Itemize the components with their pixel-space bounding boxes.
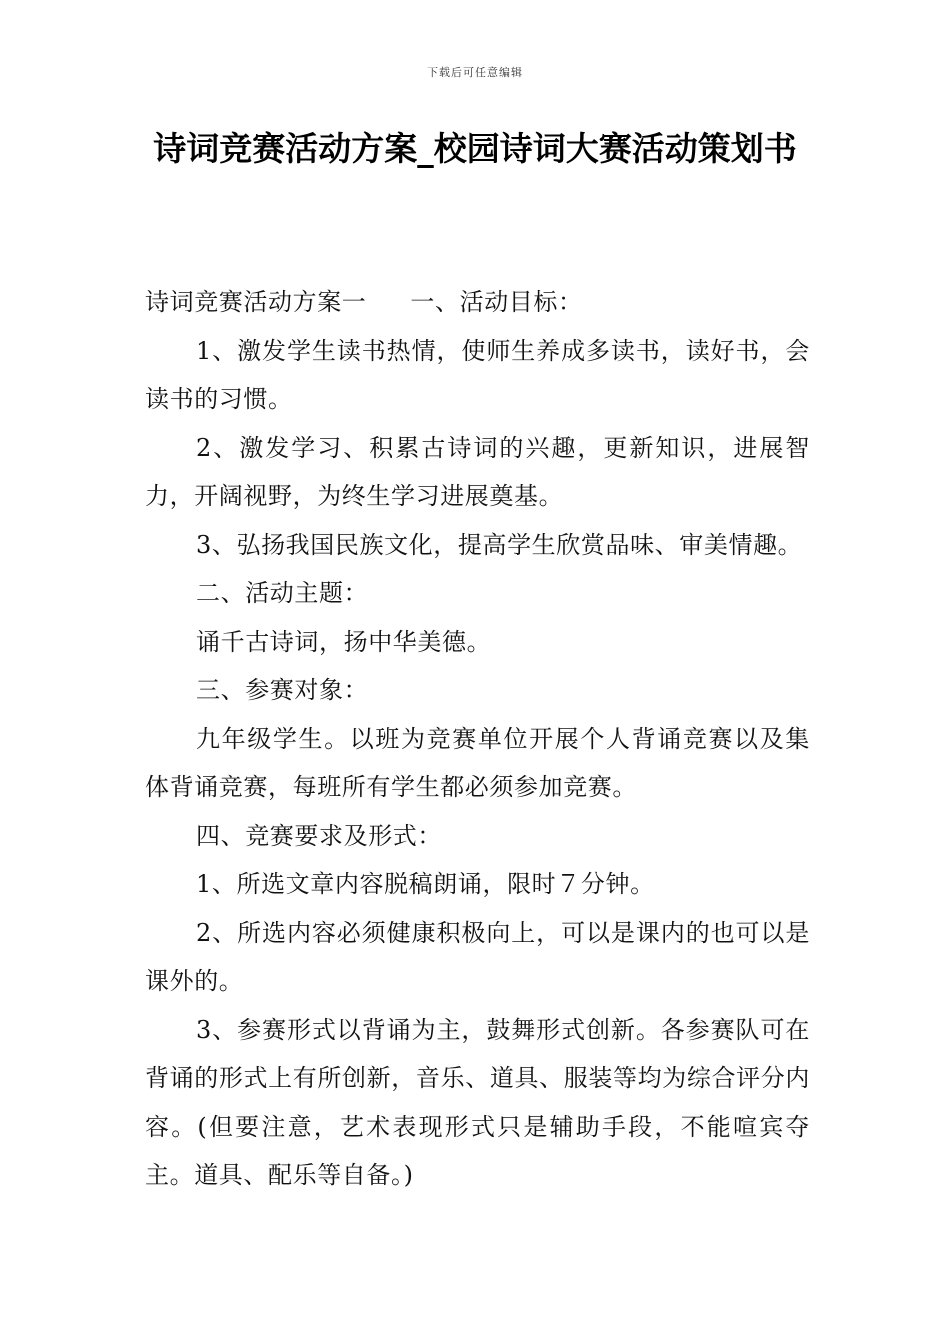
intro-line: [145, 278, 810, 327]
requirement-item-2: 2、所选内容必须健康积极向上，可以是课内的也可以是课外的。: [145, 918, 810, 995]
document-title: 诗词竞赛活动方案_校园诗词大赛活动策划书: [153, 129, 797, 168]
section-heading-requirements: 四、竞赛要求及形式：: [196, 821, 442, 850]
goal-item-1: 1、激发学生读书热情，使师生养成多读书，读好书，会读书的习惯。: [145, 336, 810, 413]
goal-item-3: 3、弘扬我国民族文化，提高学生欣赏品味、审美情趣。: [196, 530, 803, 559]
theme-text: 诵千古诗词，扬中华美德。: [196, 627, 492, 656]
participants-text: 九年级学生。以班为竞赛单位开展个人背诵竞赛以及集体背诵竞赛，每班所有学生都必须参加竞赛。: [145, 724, 810, 801]
section-heading-participants: 三、参赛对象：: [196, 676, 369, 704]
section-heading-theme: 二、活动主题：: [196, 579, 369, 607]
header-note: 下载后可任意编辑: [427, 66, 523, 79]
requirement-item-1: 1、所选文章内容脱稿朗诵，限时７分钟。: [196, 870, 655, 898]
plan-label: 诗词竞赛活动方案一: [145, 288, 367, 316]
goal-item-2: 2、激发学习、积累古诗词的兴趣，更新知识，进展智力，开阔视野，为终生学习进展奠基。: [145, 433, 810, 510]
document-body: [145, 278, 810, 1200]
section-heading-goals: 一、活动目标：: [410, 288, 583, 316]
requirement-item-3: 3、参赛形式以背诵为主，鼓舞形式创新。各参赛队可在背诵的形式上有所创新，音乐、道具、服装等均为综合评分内容。(但要注意，艺术表现形式只是辅助手段，不能喧宾夺主。道具、配乐等自备。): [145, 1015, 810, 1189]
